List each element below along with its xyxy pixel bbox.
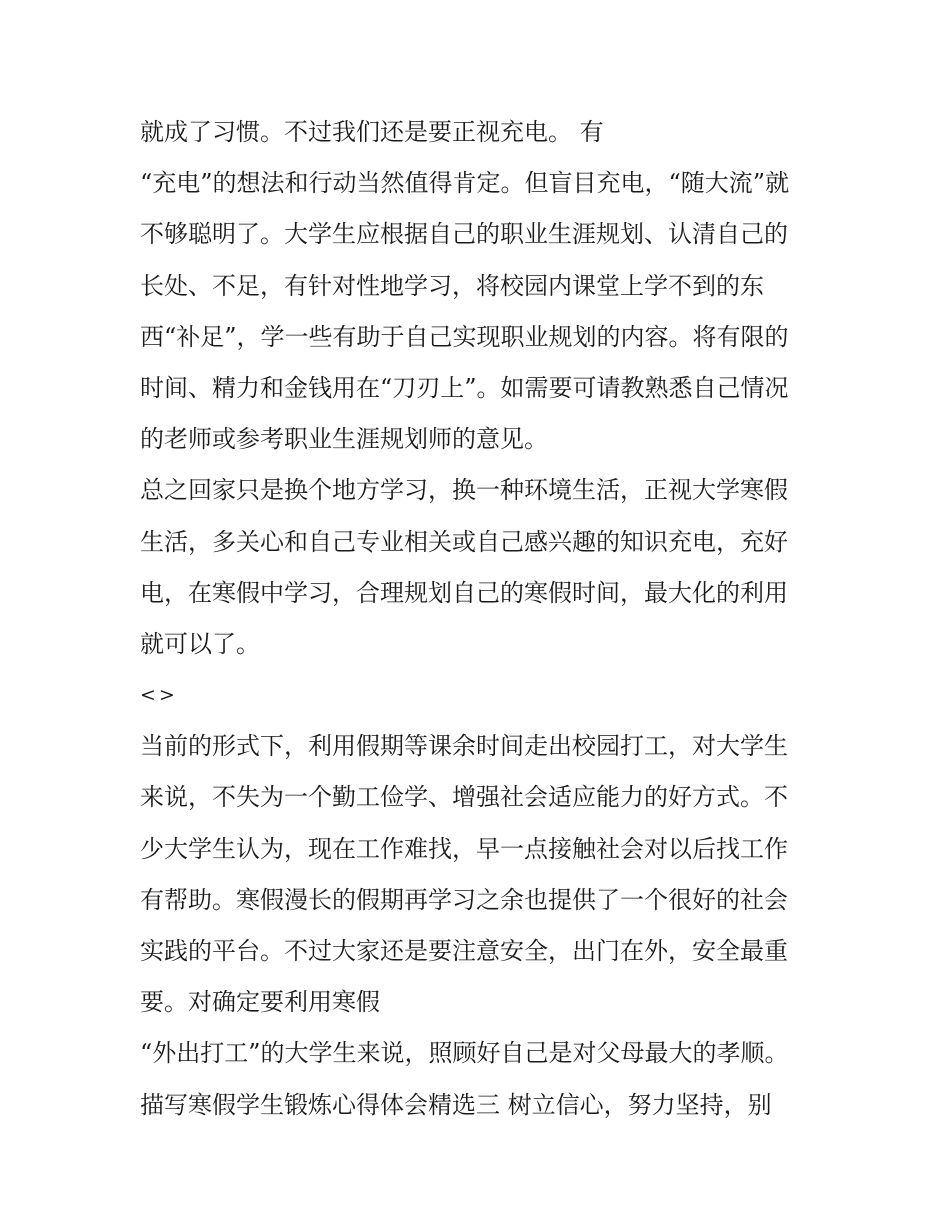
text-line: 的老师或参考职业生涯规划师的意见。 [140, 425, 548, 454]
text-line: 来说，不失为一个勤工俭学、增强社会适应能力的好方式。不 [140, 783, 788, 812]
text-line: 西“补足”，学一些有助于自己实现职业规划的内容。将有限的 [140, 322, 789, 351]
text-line: 生活，多关心和自己专业相关或自己感兴趣的知识充电，充好 [140, 527, 788, 556]
text-line: 时间、精力和金钱用在“刀刃上”。如需要可请教熟悉自己情况 [140, 373, 789, 402]
section-marker: <> [140, 684, 178, 707]
document-body [140, 107, 830, 1131]
text-line: 实践的平台。不过大家还是要注意安全，出门在外，安全最重 [140, 937, 788, 965]
text-line: 电，在寒假中学习，合理规划自己的寒假时间，最大化的利用 [140, 578, 788, 607]
text-line: 有帮助。寒假漫长的假期再学习之余也提供了一个很好的社会 [140, 885, 788, 914]
text-line: 描写寒假学生锻炼心得体会精选三 树立信心，努力坚持，别 [140, 1090, 772, 1119]
text-line: 就可以了。 [140, 629, 260, 658]
text-line: “充电”的想法和行动当然值得肯定。但盲目充电，“随大流”就 [140, 169, 790, 198]
text-line: 要。对确定要利用寒假 [140, 988, 380, 1017]
text-line: 总之回家只是换个地方学习，换一种环境生活，正视大学寒假 [140, 476, 788, 505]
text-line: 长处、不足，有针对性地学习，将校园内课堂上学不到的东 [140, 271, 764, 300]
text-line: 就成了习惯。不过我们还是要正视充电。 有 [140, 118, 604, 146]
text-line: 少大学生认为，现在工作难找，早一点接触社会对以后找工作 [140, 834, 788, 863]
text-line: 不够聪明了。大学生应根据自己的职业生涯规划、认清自己的 [140, 220, 788, 249]
text-line: “外出打工”的大学生来说，照顾好自己是对父母最大的孝顺。 [140, 1039, 789, 1068]
text-line: 当前的形式下，利用假期等课余时间走出校园打工，对大学生 [140, 732, 788, 761]
